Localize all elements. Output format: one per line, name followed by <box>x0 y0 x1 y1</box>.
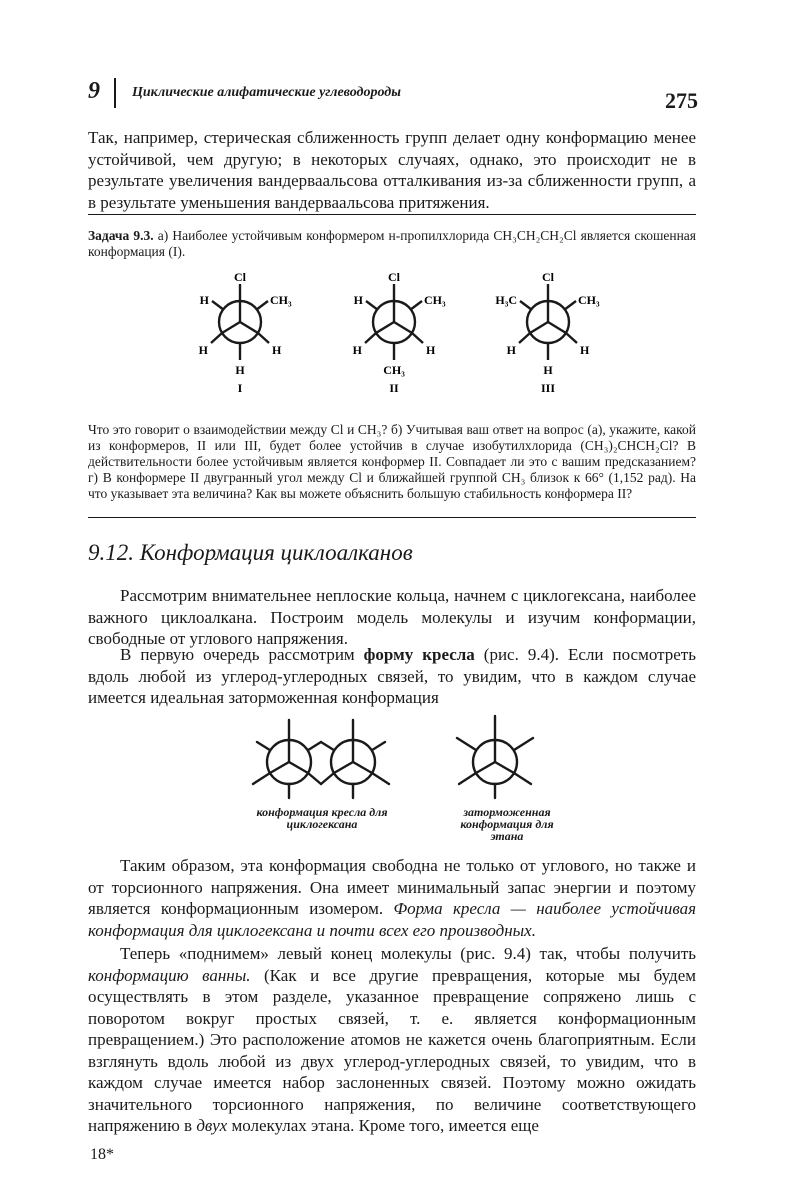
chair-conformation-figure <box>245 712 585 802</box>
chapter-title: Циклические алифатические углеводороды <box>132 85 401 100</box>
conformer-1-lower-right: H <box>272 343 282 357</box>
figure-caption-chair: конформация кресла для циклогексана <box>256 805 388 831</box>
chair-form-term: форму кресла <box>363 645 475 664</box>
paragraph-4-c: молекулах этана. Кроме того, имеется еще <box>227 1116 539 1135</box>
problem-statement <box>88 228 696 260</box>
paragraph-2-before: В первую очередь рассмотрим <box>120 645 364 664</box>
paragraph-2-after: (рис. 9.4). Если посмотреть вдоль любой из углерод-углеродных связей, то увидим, что в каждом случае имеется идеальная заторможенная конформация <box>88 645 696 707</box>
conformer-3-lower-left: H <box>506 343 516 357</box>
paragraph-2 <box>88 644 696 709</box>
section-title: 9.12. Конформация циклоалканов <box>88 540 413 565</box>
conformer-2-bottom: CH₃ <box>383 363 405 377</box>
conformer-1-label: I <box>237 381 243 395</box>
paragraph-intro: Так, например, стерическая сближенность групп делает одну конформацию менее устойчивой, чем другую; в некоторых случаях, однако, это происходит не в результате увеличения вандерваальсова отталкивания из-за сближенности групп, а в результате уменьшения вандерваальсова притяжения. <box>88 128 696 212</box>
conformer-2-top: Cl <box>388 270 400 284</box>
conformer-3-upper-right: CH₃ <box>578 293 600 307</box>
conformer-3-bottom: H <box>543 363 553 377</box>
conformer-1 <box>199 270 292 395</box>
paragraph-4-b: (Как и все другие превращения, которые мы будем осуществлять в этом разделе, указанное превращение сопряжено лишь с поворотом вокруг простых связей, т. е. является конформационным превращением.) Это расположение атомов не кажется очень благоприятным. Если взглянуть вдоль любой из двух углерод-углеродных связей, то увидим, что в каждом случае имеется набор заслоненных связей. Поэтому можно ожидать значительного торсионного напряжения, по величине соответствующего напряжению в <box>88 965 697 1135</box>
conformer-1-top: Cl <box>234 270 246 284</box>
newman-projections <box>180 266 620 400</box>
conformer-3-label: III <box>540 381 556 395</box>
paragraph-4-a: Теперь «поднимем» левый конец молекулы (рис. 9.4) так, чтобы получить <box>120 944 696 963</box>
problem-text: а) Наиболее устойчивым конформером н-пропилхлорида CH₃CH₂CH₂Cl является скошенная конформация (I). <box>88 228 696 259</box>
conformer-2-upper-right: CH₃ <box>424 293 446 307</box>
paragraph-3 <box>88 855 696 941</box>
conformer-1-bottom: H <box>235 363 245 377</box>
paragraph-1: Рассмотрим внимательнее неплоские кольца, начнем с циклогексана, наиболее важного циклоалкана. Построим модель молекулы и изучим конформации, свободные от углового напряжения. <box>88 586 696 648</box>
header-divider <box>114 78 116 108</box>
conformer-2-label: II <box>389 381 399 395</box>
conformer-1-upper-right: CH₃ <box>270 293 292 307</box>
running-header <box>88 78 698 118</box>
conformer-2 <box>353 270 446 395</box>
paragraph-3-text: Таким образом, эта конформация свободна не только от углового, но также и от торсионного напряжения. Она имеет минимальный запас энергии и поэтому является конформационным изомером. <box>88 856 696 918</box>
conformer-2-upper-left: H <box>353 293 363 307</box>
conformer-2-lower-right: H <box>426 343 436 357</box>
conformer-3-lower-right: H <box>580 343 590 357</box>
page-number: 275 <box>665 88 698 113</box>
paragraph-4 <box>88 943 696 1137</box>
paragraph-4-two: двух <box>196 1116 228 1135</box>
conformer-3-top: Cl <box>542 270 554 284</box>
figure-caption-ethane: заторможенная конформация для этана <box>460 805 554 843</box>
problem-bottom-rule <box>88 517 696 518</box>
problem-label: Задача 9.3. <box>88 228 154 243</box>
conformer-1-upper-left: H <box>199 293 209 307</box>
boat-conformation-term: конформацию ванны. <box>88 965 251 985</box>
paragraph-3-emphasis: Форма кресла — наиболее устойчивая конформация для циклогексана и почти всех его производных. <box>88 899 697 940</box>
conformer-3 <box>495 270 600 395</box>
problem-top-rule <box>88 214 696 215</box>
conformer-3-upper-left: H₃C <box>495 293 517 307</box>
chapter-number: 9 <box>88 78 100 104</box>
conformer-2-lower-left: H <box>352 343 362 357</box>
conformer-1-lower-left: H <box>198 343 208 357</box>
problem-questions: Что это говорит о взаимодействии между Cl и CH₃? б) Учитывая ваш ответ на вопрос (а), укажите, какой из конформеров, II или III, будет более устойчив в случае изобутилхлорида (CH₃)₂CHCH₂Cl? В действительности более устойчивым является конформер II. Совпадает ли это с вашим предсказанием? г) В конформере II двугранный угол между Cl и ближайшей группой CH₃ близок к 66° (1,152 рад). На что указывает эта величина? Как вы можете объяснить большую стабильность конформера II? <box>88 422 696 501</box>
signature-mark: 18* <box>90 1146 114 1163</box>
